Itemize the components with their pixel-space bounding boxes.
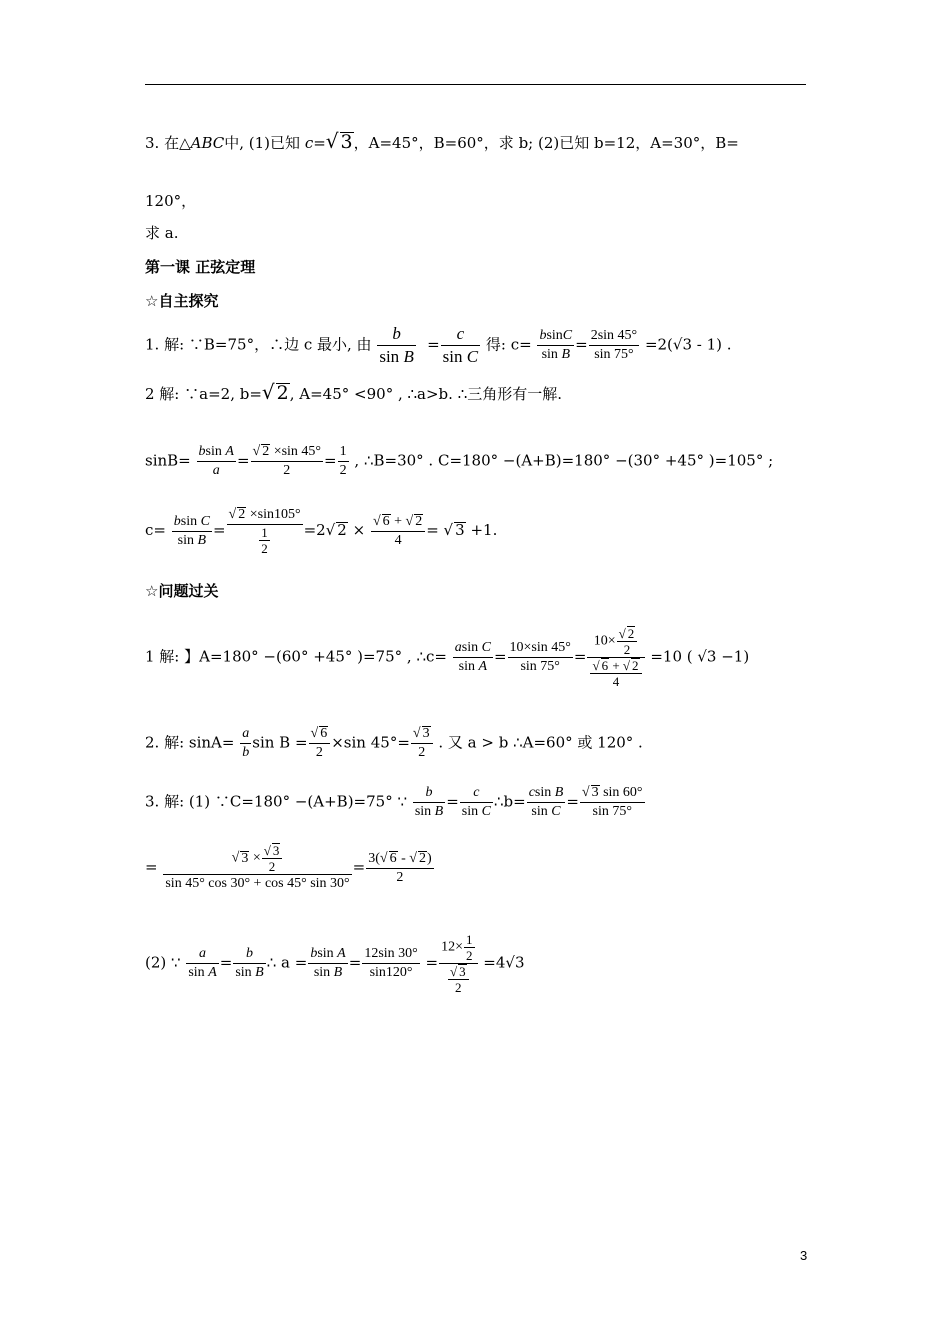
fraction-sqrt2sin105-half: $\frac{√ 2 \times\sin 105^\circ}{\frac{1}{2}}$ bbox=[228, 507, 301, 556]
fraction-bsinC-sinB: $\frac{bsinC}{\text{sin B}}$ bbox=[539, 328, 573, 362]
section-2-title: ☆问题过关 bbox=[145, 582, 219, 600]
answer-1: 1 解: 】A=180° −(60° +45° )=75° , ∴c= $\frac{\text{asin C}}{\text{sin A}}$ = $\frac{10\times\sin 45^\circ}{\sin 75^\circ}$ = 10× $\frac{√ 2}{2}$ $\frac{√ 6 + √ 2}{4}$ =10 ( √3 −1) bbox=[145, 626, 750, 689]
fraction-a-sinA: $\frac{a}{\text{sin A}}$ bbox=[188, 946, 217, 980]
solution-1: 1. 解: ∵B=75°，∴边 c 最小, 由 $\frac{b}{\text{sin B}}$ = $\frac{c}{\text{sin C}}$ 得: c= $\frac{bsinC}{\text{sin B}}$ = $\frac{2\sin 45^\circ}{\sin 75^\circ}$ =2(√3 - 1) . bbox=[145, 324, 732, 366]
fraction-1-2: $\frac{1}{2}$ bbox=[339, 444, 347, 478]
answer-3: 3. 解: (1) ∵C=180° −(A+B)=75° ∵ $\frac{b}{\text{sin B}}$ = $\frac{c}{\text{sin C}}$ ∴b= $\frac{\text{csin B}}{\text{sin C}}$ = $\frac{√ 3 \sin 60^\circ}{\sin 75^\circ}$ bbox=[145, 785, 643, 819]
fraction-sqrt3sin60-sin75: $\frac{√ 3 \sin 60^\circ}{\sin 75^\circ}$ bbox=[581, 785, 643, 819]
fraction-bsinA-sinB: $\frac{\text{bsin A}}{\text{sin B}}$ bbox=[310, 946, 346, 980]
header-rule bbox=[145, 84, 806, 85]
section-title: 第一课 正弦定理 bbox=[145, 258, 256, 276]
solution-c: c= $\frac{\text{bsin C}}{\text{sin B}}$ = $\frac{√ 2 \times\sin 105^\circ}{\frac{1}{2}}$ =2√ 2 × $\frac{√ 6 + √ 2}{4}$ = √ 3 +1. bbox=[145, 507, 498, 556]
answer-3-cont: = √ 3 × $\frac{√ 3}{2}$ sin 45° cos 30° + cos 45° sin 30° = $\frac{3(√ 6 - √ 2)}{2}$ bbox=[145, 843, 432, 891]
fraction-b-sinB-3: $\frac{b}{\text{sin B}}$ bbox=[235, 946, 264, 980]
solution-sinB: sinB= $\frac{\text{bsin A}}{a}$ = $\frac{√ 2 \times\sin 45^\circ}{2}$ = $\frac{1}{2}$ , ∴B=30° . C=180° −(A+B)=180° −(30° +45° )=105° ; bbox=[145, 444, 774, 478]
fraction-2sin45-sin75: $\frac{2\sin 45^\circ}{\sin 75^\circ}$ bbox=[590, 328, 638, 362]
fraction-b-sinB-2: $\frac{b}{\text{sin B}}$ bbox=[414, 785, 444, 819]
problem-3-line2: 120°， bbox=[145, 192, 197, 210]
fraction-sqrt6-2: $\frac{√ 6}{2}$ bbox=[309, 725, 331, 762]
fraction-bsinC-sinB-2: $\frac{\text{bsin C}}{\text{sin B}}$ bbox=[173, 513, 210, 548]
solution-2: 2 解: ∵a=2, b=√ 2, A=45° <90° , ∴a>b. ∴三角形有一解. bbox=[145, 380, 563, 404]
answer-3-part2: (2) ∵ $\frac{a}{\text{sin A}}$ = $\frac{b}{\text{sin B}}$ ∴ a = $\frac{\text{bsin A}}{\text{sin B}}$ = $\frac{12\sin 30^\circ}{\sin 120^\circ}$ = 12× $\frac{1}{2}$ $\frac{√ 3}{2}$ =4√3 bbox=[145, 932, 525, 995]
fraction-nested: 10× $\frac{√ 2}{2}$ $\frac{√ 6 + √ 2}{4}$ bbox=[587, 626, 644, 689]
fraction-result: $\frac{3(√ 6 - √ 2)}{2}$ bbox=[368, 850, 432, 885]
fraction-sqrt6-sqrt2-4: $\frac{√ 6 + √ 2}{4}$ bbox=[371, 513, 425, 550]
fraction-a-b: $\frac{a}{b}$ bbox=[242, 726, 250, 760]
fraction-asinC-sinA: $\frac{\text{asin C}}{\text{sin A}}$ bbox=[454, 640, 491, 674]
answer-2: 2. 解: sinA= $\frac{a}{b}$ sin B = $\frac{√ 6}{2}$ ×sin 45°= $\frac{√ 3}{2}$ . 又 a > b ∴A=60° 或 120° . bbox=[145, 726, 643, 760]
fraction-csinB-sinC: $\frac{\text{csin B}}{\text{sin C}}$ bbox=[528, 785, 564, 819]
fraction-10sin45-sin75: $\frac{10\times\sin 45^\circ}{\sin 75^\circ}$ bbox=[509, 640, 571, 674]
fraction-sqrt2sin45-2: $\frac{√ 2 \times\sin 45^\circ}{2}$ bbox=[252, 444, 322, 478]
page-number: 3 bbox=[800, 1248, 808, 1263]
fraction-sqrt3-2: $\frac{√ 3}{2}$ bbox=[411, 725, 433, 762]
fraction-expansion: √ 3 × $\frac{√ 3}{2}$ sin 45° cos 30° + cos 45° sin 30° bbox=[165, 843, 350, 891]
problem-3-line1: 3. 在△ABC中, (1)已知 c=√ 3，A=45°，B=60°，求 b; (2)已知 b=12，A=30°，B= bbox=[145, 129, 739, 153]
problem-3-line3: 求 a. bbox=[145, 224, 179, 242]
fraction-b-sinB: $\frac{b}{\text{sin B}}$ bbox=[379, 324, 414, 366]
fraction-12sin30-sin120: $\frac{12\sin 30^\circ}{\sin 120^\circ}$ bbox=[364, 946, 418, 980]
fraction-nested-2: 12× $\frac{1}{2}$ $\frac{√ 3}{2}$ bbox=[439, 932, 477, 995]
section-subtitle: ☆自主探究 bbox=[145, 292, 219, 310]
fraction-c-sinC-2: $\frac{c}{\text{sin C}}$ bbox=[461, 785, 491, 819]
fraction-bsinA-a: $\frac{\text{bsin A}}{a}$ bbox=[198, 444, 234, 478]
